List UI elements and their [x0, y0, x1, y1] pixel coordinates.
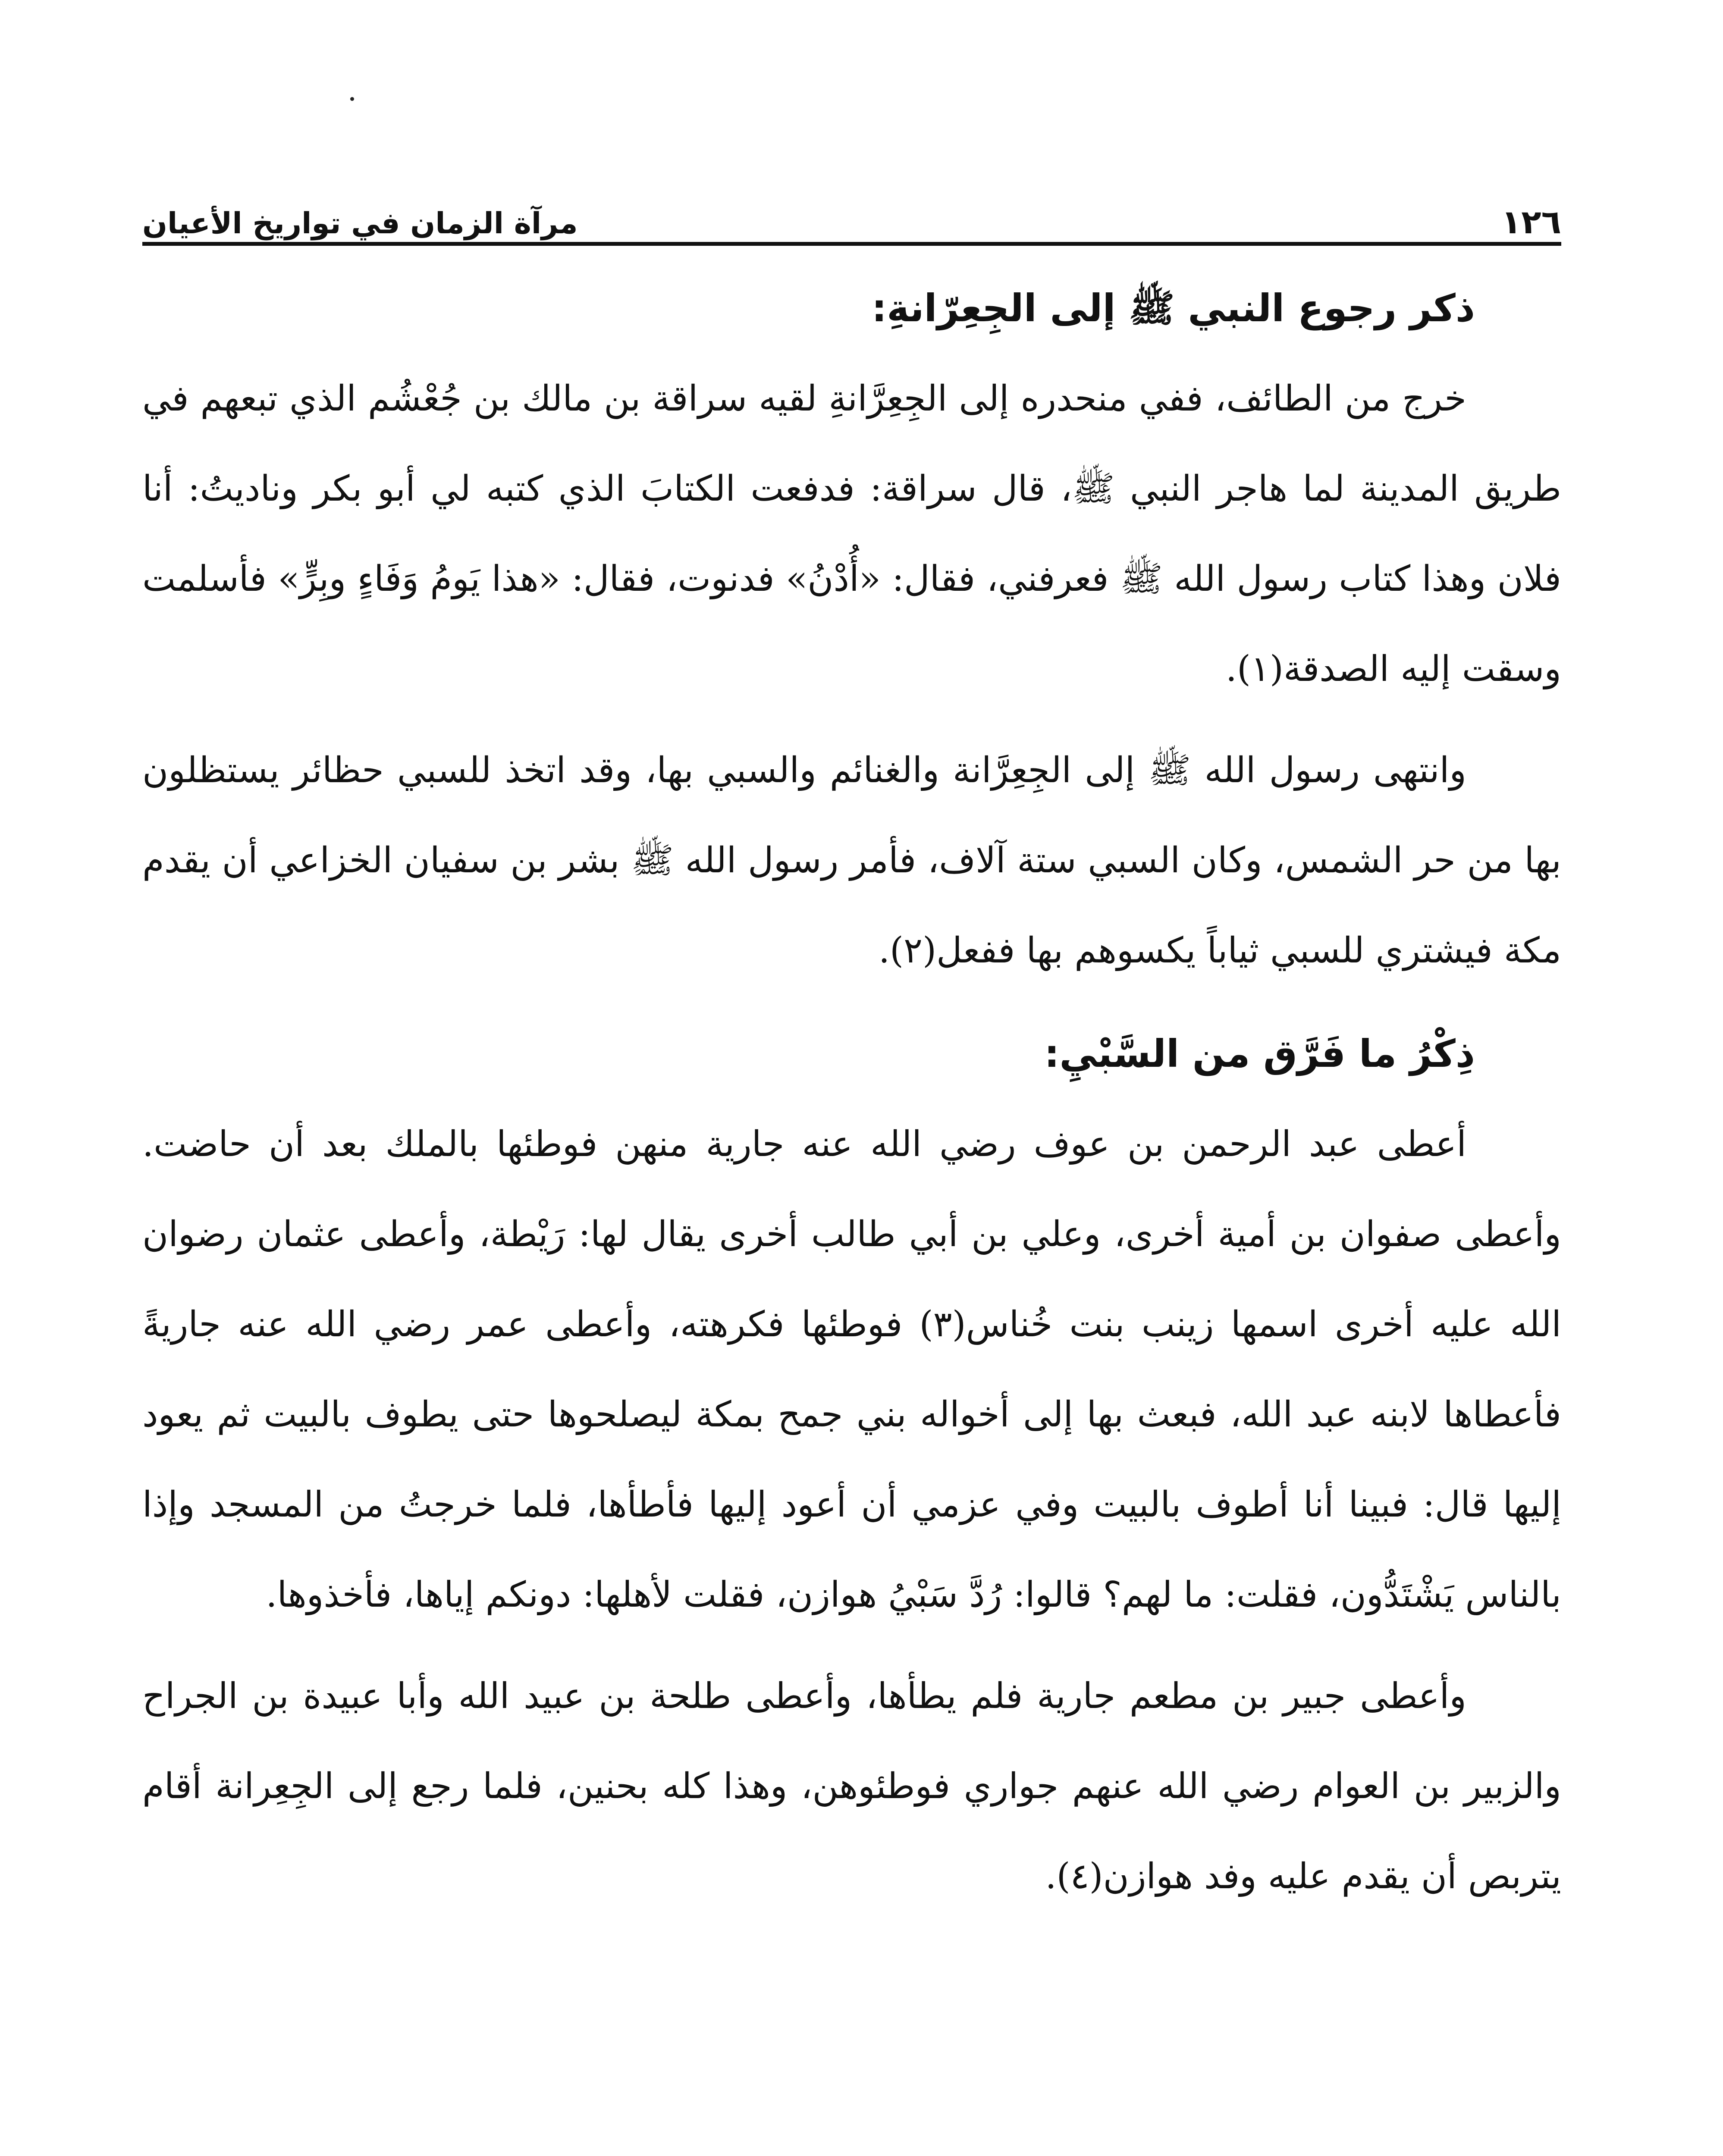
page-number: ١٢٦	[1501, 203, 1561, 241]
book-title: مرآة الزمان في تواريخ الأعيان	[142, 207, 578, 241]
paragraph: وانتهى رسول الله ﷺ إلى الجِعِرَّانة والغنائم والسبي بها، وقد اتخذ للسبي حظائر يستظلون بها من حر الشمس، وكان السبي ستة آلاف، فأمر رسول الله ﷺ بشر بن سفيان الخزاعي أن يقدم مكة فيشتري للسبي ثياباً يكسوهم بها ففعل(٢).	[142, 750, 1561, 971]
section-heading: ذِكْرُ ما فَرَّق من السَّبْيِ:	[1044, 1031, 1475, 1076]
running-header	[142, 181, 1561, 246]
section-heading: ذكر رجوع النبي ﷺ إلى الجِعِرّانةِ:	[871, 286, 1475, 330]
paragraph: خرج من الطائف، ففي منحدره إلى الجِعِرَّانةِ لقيه سراقة بن مالك بن جُعْشُم الذي تبعهم في طريق المدينة لما هاجر النبي ﷺ، قال سراقة: فدفعت الكتابَ الذي كتبه لي أبو بكر وناديتُ: أنا فلان وهذا كتاب رسول الله ﷺ فعرفني، فقال: «أُدْنُ» فدنوت، فقال: «هذا يَومُ وَفَاءٍ وبِرٍّ» فأسلمت وسقت إليه الصدقة(١).	[142, 378, 1561, 689]
main-text	[142, 276, 1561, 1933]
paragraph: أعطى عبد الرحمن بن عوف رضي الله عنه جارية منهن فوطئها بالملك بعد أن حاضت. وأعطى صفوان بن أمية أخرى، وعلي بن أبي طالب أخرى يقال لها: رَيْطة، وأعطى عثمان رضوان الله عليه أخرى اسمها زينب بنت خُناس(٣) فوطئها فكرهته، وأعطى عمر رضي الله عنه جاريةً فأعطاها لابنه عبد الله، فبعث بها إلى أخواله بني جمح بمكة ليصلحوها حتى يطوف بالبيت ثم يعود إليها قال: فبينا أنا أطوف بالبيت وفي عزمي أن أعود إليها فأطأها، فلما خرجتُ من المسجد وإذا بالناس يَشْتَدُّون، فقلت: ما لهم؟ قالوا: رُدَّ سَبْيُ هوازن، فقلت لأهلها: دونكم إياها، فأخذوها.	[142, 1124, 1561, 1615]
paragraph: وأعطى جبير بن مطعم جارية فلم يطأها، وأعطى طلحة بن عبيد الله وأبا عبيدة بن الجراح والزبير بن العوام رضي الله عنهم جواري فوطئوهن، وهذا كله بحنين، فلما رجع إلى الجِعِرانة أقام يتربص أن يقدم عليه وفد هوازن(٤).	[142, 1676, 1561, 1897]
section-return-to-jiranah	[142, 276, 1561, 996]
section-distribution-of-captives	[142, 1022, 1561, 1921]
stray-ink-dot	[350, 97, 354, 101]
